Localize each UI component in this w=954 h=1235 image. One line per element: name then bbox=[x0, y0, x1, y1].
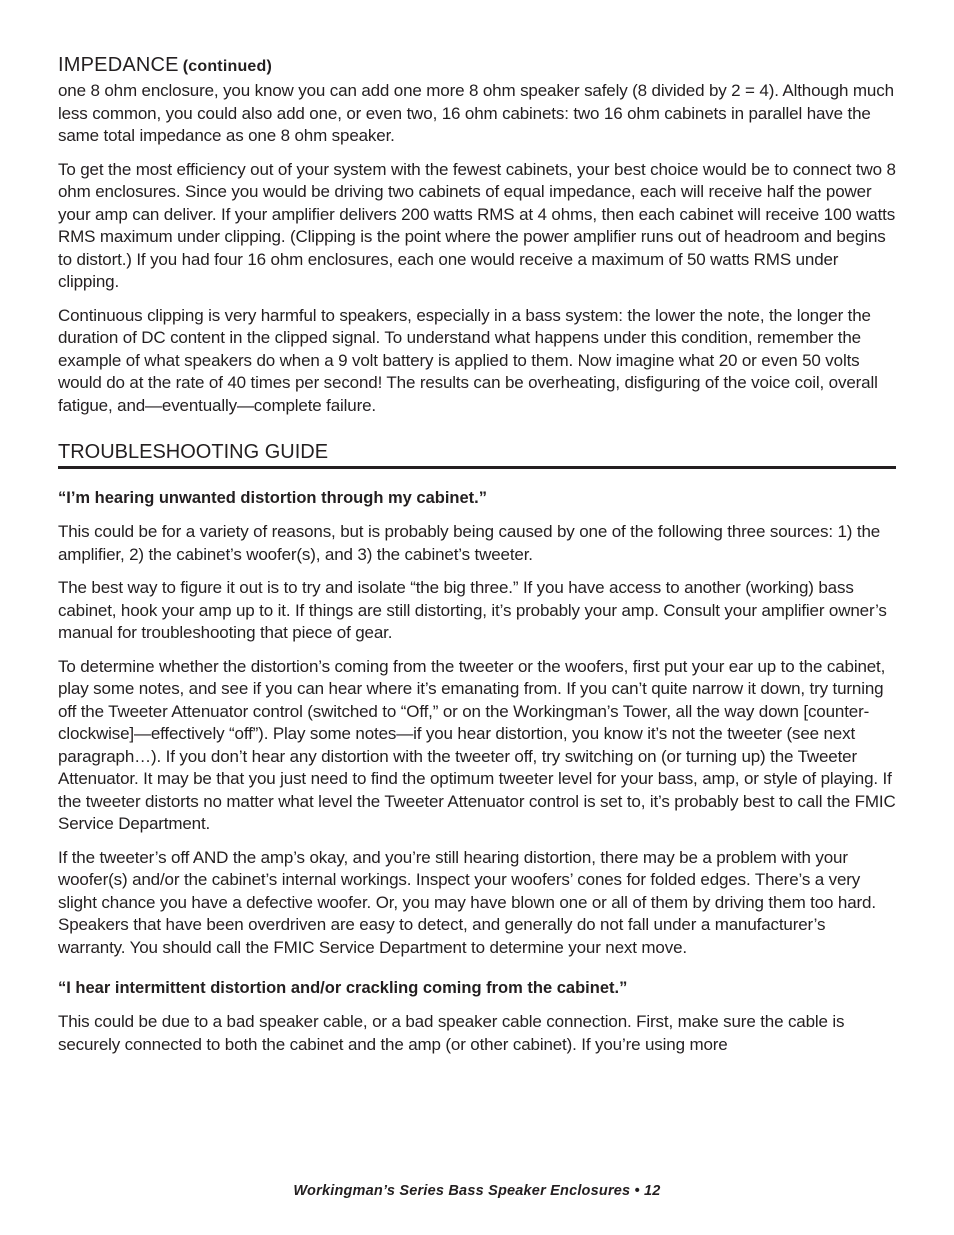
paragraph: Continuous clipping is very harmful to speakers, especially in a bass system: the lower the note, the longer the duration of DC content in the clipped signal. To understand what happens under this condition, remember the example of what speakers do when a 9 volt battery is applied to them. Now imagine what 20 or even 50 volts would do at the rate of 40 times per second! The results can be overheating, disfiguring of the voice coil, overall fatigue, and—eventually—complete failure. bbox=[58, 305, 878, 415]
paragraph: If the tweeter’s off AND the amp’s okay, and you’re still hearing distortion, there may be a problem with your woofer(s) and/or the cabinet’s internal workings. Inspect your woofers’ cones for folded edges. There’s a very slight chance you have a defective woofer. Or, you may have blown one or all of them by driving them too hard. Speakers that have been overdriven are easy to detect, and generally do not fall under a manufacturer’s warranty. You should call the FMIC Service Department to determine your next move. bbox=[58, 847, 876, 957]
section-heading-troubleshooting: TROUBLESHOOTING GUIDE bbox=[58, 439, 896, 469]
question-heading: “I hear intermittent distortion and/or crackling coming from the cabinet.” bbox=[58, 979, 628, 997]
paragraph: To determine whether the distortion’s coming from the tweeter or the woofers, first put your ear up to the cabinet, play some notes, and see if you can hear where it’s emanating from. If you can’t quite narrow it down, try turning off the Tweeter Attenuator control (switched to “Off,” or on the Workingman’s Tower, all the way down [counter-clockwise]—effectively “off”). Play some notes—if you hear distortion, you know it’s not the tweeter (see next paragraph…). If you don’t hear any distortion with the tweeter off, try switching on (or turning up) the Tweeter Attenuator. It may be that you just need to find the optimum tweeter level for your bass, amp, or style of playing. If the tweeter distorts no matter what level the Tweeter Attenuator control is set to, it’s probably best to call the FMIC Service Department. bbox=[58, 656, 896, 833]
section-heading-impedance bbox=[58, 52, 896, 80]
page-footer: Workingman’s Series Bass Speaker Enclosures • 12 bbox=[293, 1183, 661, 1199]
heading-continued: (continued) bbox=[182, 58, 273, 75]
paragraph: This could be for a variety of reasons, but is probably being caused by one of the following three sources: 1) the amplifier, 2) the cabinet’s woofer(s), and 3) the cabinet’s tweeter. bbox=[58, 522, 881, 564]
question-heading: “I’m hearing unwanted distortion through my cabinet.” bbox=[58, 489, 488, 507]
paragraph: one 8 ohm enclosure, you know you can add one more 8 ohm speaker safely (8 divided by 2 = 4). Although much less common, you could also add one, or even two, 16 ohm cabinets: two 16 ohm cabinets in parallel have the same total impedance as one 8 ohm speaker. bbox=[58, 81, 894, 145]
paragraph: To get the most efficiency out of your system with the fewest cabinets, your best choice would be to connect two 8 ohm enclosures. Since you would be driving two cabinets of equal impedance, each will receive half the power your amp can deliver. If your amplifier delivers 200 watts RMS at 4 ohms, then each cabinet will receive 100 watts RMS maximum under clipping. (Clipping is the point where the power amplifier runs out of headroom and begins to distort.) If you had four 16 ohm enclosures, each one would receive a maximum of 50 watts RMS under clipping. bbox=[58, 159, 896, 291]
page-content bbox=[58, 52, 896, 1067]
paragraph: This could be due to a bad speaker cable, or a bad speaker cable connection. First, make sure the cable is securely connected to both the cabinet and the amp (or other cabinet). If you’re using more bbox=[58, 1012, 845, 1054]
paragraph: The best way to figure it out is to try and isolate “the big three.” If you have access to another (working) bass cabinet, hook your amp up to it. If things are still distorting, it’s probably your amp. Consult your amplifier owner’s manual for troubleshooting that piece of gear. bbox=[58, 578, 887, 642]
heading-text: IMPEDANCE bbox=[58, 54, 179, 76]
